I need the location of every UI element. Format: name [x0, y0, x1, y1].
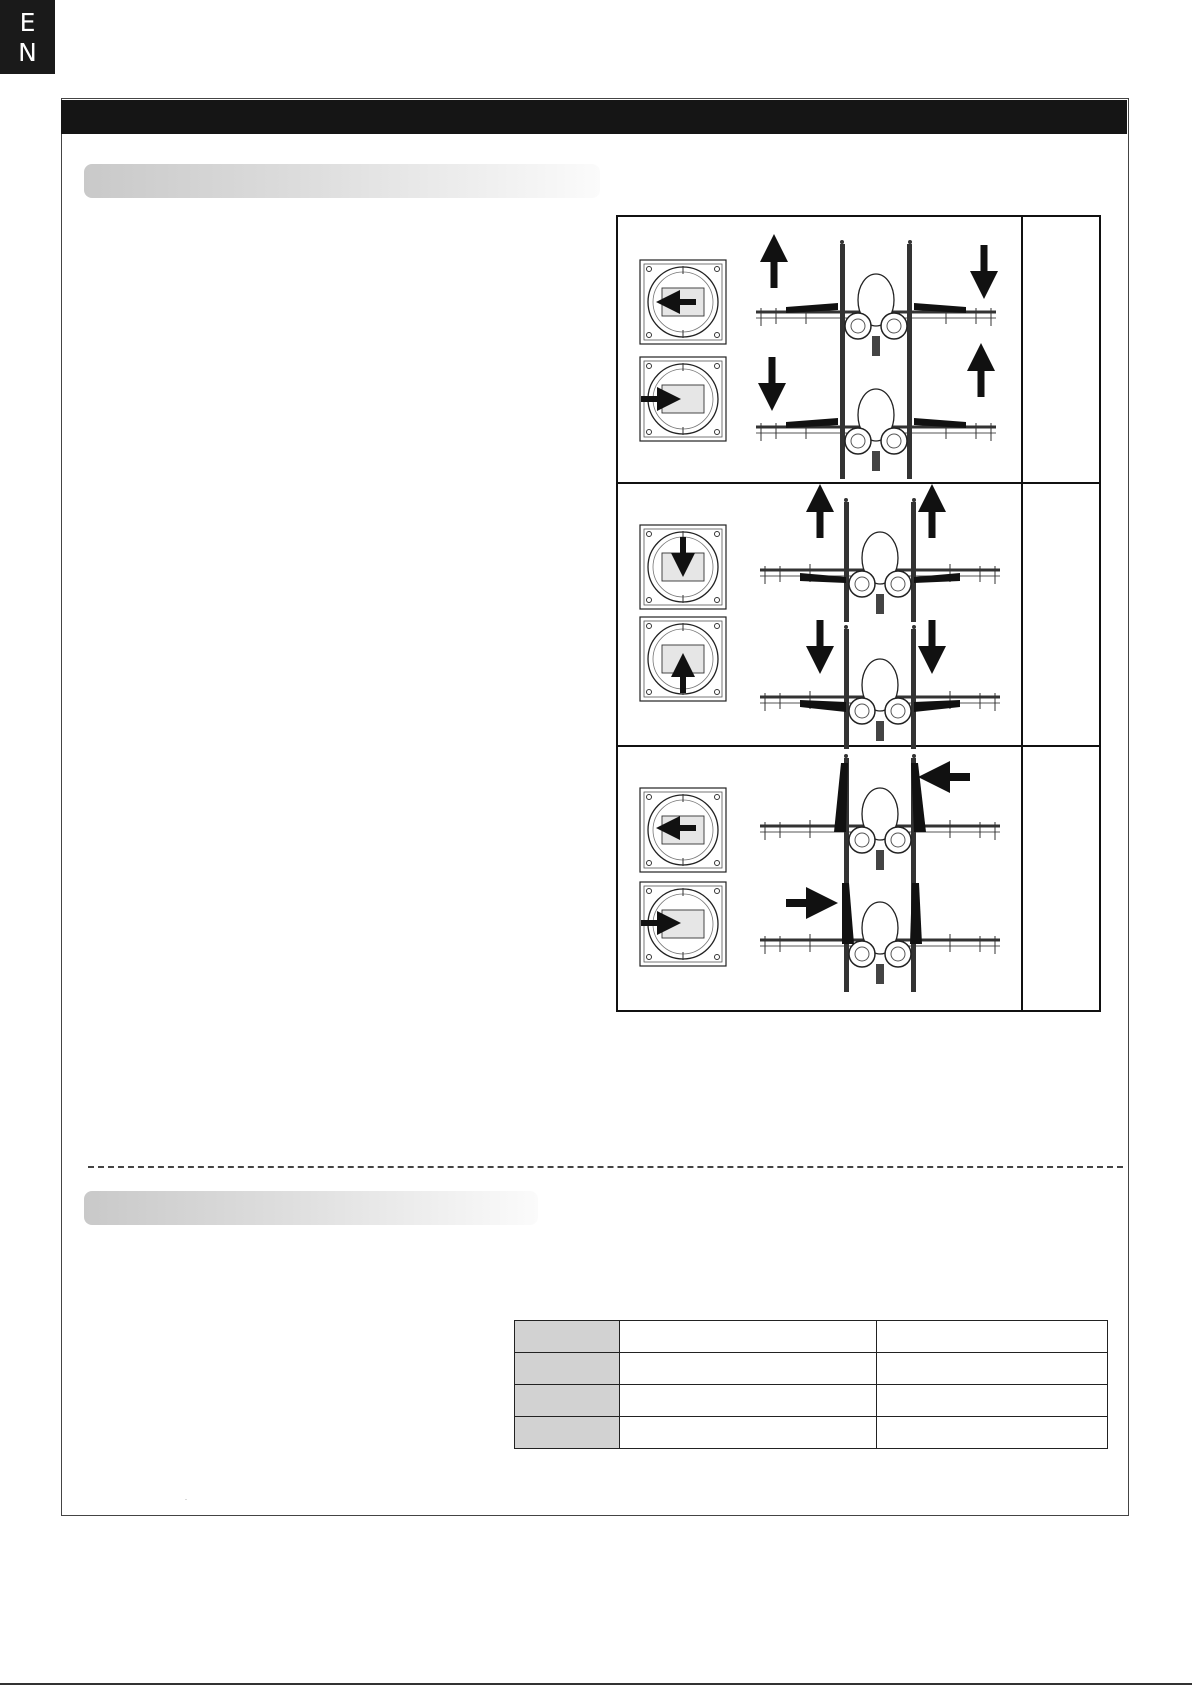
table-cell: [620, 1385, 877, 1417]
table-cell: [877, 1353, 1108, 1385]
table-row: [515, 1353, 1108, 1385]
table-row: [515, 1321, 1108, 1353]
footnote-mark: ·: [185, 1497, 187, 1503]
table-row: [515, 1417, 1108, 1449]
subsection-heading-pill-1: [84, 164, 600, 198]
table-cell: [620, 1417, 877, 1449]
control-direction-drawings: [616, 215, 1021, 1012]
table-row-header: [515, 1385, 620, 1417]
lang-letter-n: N: [18, 38, 37, 67]
section-header-bar: [61, 100, 1127, 134]
figure-column-divider: [1021, 215, 1023, 1012]
table-row-header: [515, 1321, 620, 1353]
table-row-header: [515, 1417, 620, 1449]
table-cell: [620, 1321, 877, 1353]
subsection-heading-pill-2: [84, 1191, 538, 1225]
lang-letter-e: E: [19, 8, 36, 37]
language-tab: [0, 0, 55, 74]
table-row-header: [515, 1353, 620, 1385]
section-separator: [88, 1166, 1123, 1168]
settings-table: [514, 1320, 1108, 1449]
table-row: [515, 1385, 1108, 1417]
table-cell: [877, 1385, 1108, 1417]
table-cell: [877, 1417, 1108, 1449]
table-cell: [620, 1353, 877, 1385]
table-cell: [877, 1321, 1108, 1353]
